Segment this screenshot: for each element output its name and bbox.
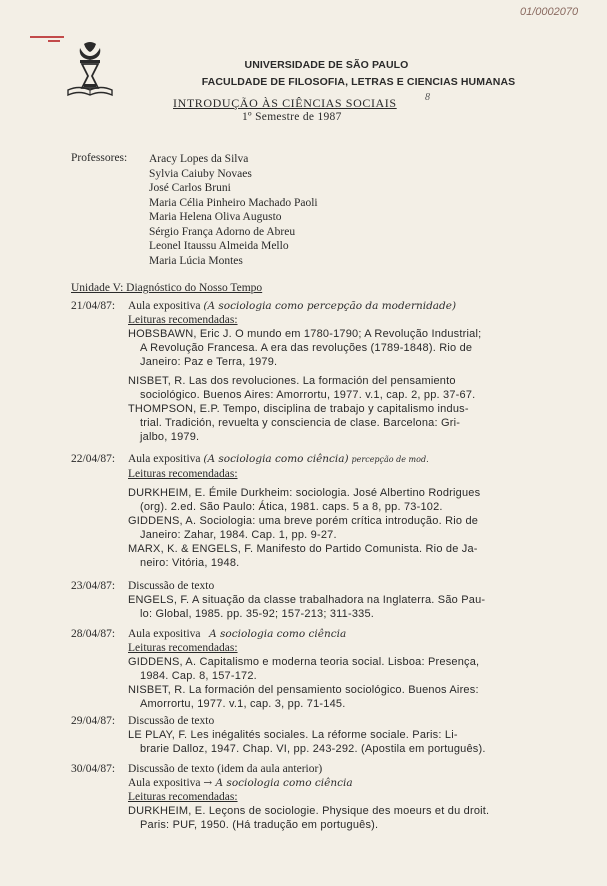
university-name: UNIVERSIDADE DE SÃO PAULO	[244, 59, 409, 71]
unit-title: Unidade V: Diagnóstico do Nosso Tempo	[71, 282, 263, 294]
red-pen-mark-small	[48, 40, 60, 42]
reference	[128, 486, 583, 514]
semester: 1º Semestre de 1987	[242, 111, 342, 123]
reference	[128, 728, 583, 756]
reference-line: brarie Dalloz, 1947. Chap. VI, pp. 243-292. (Apostila em português).	[140, 743, 486, 755]
session-date: 22/04/87:	[71, 453, 116, 465]
session-activity: Discussão de texto	[128, 715, 215, 727]
reference	[128, 542, 583, 570]
session-date: 21/04/87:	[71, 300, 116, 312]
reference-line: Janeiro: Zahar, 1984. Cap. 1, pp. 9-27.	[140, 529, 337, 541]
session-date: 28/04/87:	[71, 628, 116, 640]
reference-line: jalbo, 1979.	[140, 431, 200, 443]
reference-line: MARX, K. & ENGELS, F. Manifesto do Partido Comunista. Rio de Ja-	[128, 543, 478, 555]
session-activity: Aula expositiva	[128, 453, 201, 465]
reference-line: NISBET, R. Las dos revoluciones. La formación del pensamiento	[128, 375, 456, 387]
session-activity-secondary: Aula expositiva	[128, 777, 201, 789]
reference	[128, 514, 583, 542]
reference-line: LE PLAY, F. Les inégalités sociales. La réforme sociale. Paris: Li-	[128, 729, 458, 741]
reference-line: DURKHEIM, E. Leçons de sociologie. Physique des moeurs et du droit.	[128, 805, 490, 817]
reference-line: Janeiro: Paz e Terra, 1979.	[140, 356, 278, 368]
reference-line: GIDDENS, A. Sociologia: uma breve porém crítica introdução. Rio de	[128, 515, 479, 527]
reference-line: HOBSBAWN, Eric J. O mundo em 1780-1790; A Revolução Industrial;	[128, 328, 482, 340]
handwritten-note: A sociologia como ciência	[209, 628, 347, 640]
faculty-name: FACULDADE DE FILOSOFIA, LETRAS E CIENCIAS HUMANAS	[201, 76, 516, 88]
reference-line: GIDDENS, A. Capitalismo e moderna teoria social. Lisboa: Presença,	[128, 656, 480, 668]
reference-line: neiro: Vitória, 1948.	[140, 557, 240, 569]
handwritten-note: (A sociologia como percepção da modernidade)	[203, 300, 457, 312]
readings-label: Leituras recomendadas:	[128, 314, 238, 326]
course-pencil-mark: 8	[425, 92, 430, 103]
professor-name: Maria Célia Pinheiro Machado Paoli	[149, 196, 318, 209]
reference	[128, 804, 583, 832]
professor-name: José Carlos Bruni	[149, 182, 231, 194]
reference	[128, 327, 583, 369]
reference-line: lo: Global, 1985. pp. 35-92; 157-213; 311-335.	[140, 608, 375, 620]
readings-label: Leituras recomendadas:	[128, 642, 238, 654]
reference-line: (org). 2.ed. São Paulo: Ática, 1981. caps. 5 a 8, pp. 73-102.	[140, 501, 443, 513]
session-date: 29/04/87:	[71, 715, 116, 727]
reference-line: Paris: PUF, 1950. (Há tradução em português).	[140, 819, 379, 831]
session-date: 23/04/87:	[71, 580, 116, 592]
professor-name: Sérgio França Adorno de Abreu	[149, 225, 296, 238]
session-activity: Aula expositiva	[128, 628, 201, 640]
session-activity: Discussão de texto (idem da aula anterior)	[128, 763, 323, 775]
professors-list	[149, 152, 318, 268]
professor-name: Aracy Lopes da Silva	[149, 153, 249, 165]
professor-name: Maria Helena Oliva Augusto	[149, 211, 282, 223]
professor-name: Leonel Itaussu Almeida Mello	[149, 240, 289, 252]
reference-line: trial. Tradición, revuelta y consciencia de clase. Barcelona: Gri-	[140, 417, 461, 429]
session-activity: Aula expositiva	[128, 300, 201, 312]
reference-line: 1984. Cap. 8, 157-172.	[140, 670, 257, 682]
reference	[128, 655, 583, 683]
reference	[128, 402, 583, 444]
readings-label: Leituras recomendadas:	[128, 468, 238, 480]
reference-line: Amorrortu, 1977. v.1, cap. 3, pp. 71-145.	[140, 698, 346, 710]
reference	[128, 683, 583, 711]
professor-name: Sylvia Caiuby Novaes	[149, 167, 252, 180]
session-date: 30/04/87:	[71, 763, 116, 775]
reference-line: NISBET, R. La formación del pensamiento sociológico. Buenos Aires:	[128, 684, 479, 696]
session-activity: Discussão de texto	[128, 580, 215, 592]
professor-name: Maria Lúcia Montes	[149, 254, 243, 267]
course-title: INTRODUÇÃO ÀS CIÊNCIAS SOCIAIS	[173, 96, 397, 110]
reference-line: A Revolução Francesa. A era das revoluções (1789-1848). Rio de	[140, 342, 473, 354]
readings-label: Leituras recomendadas:	[128, 791, 238, 803]
reference-line: THOMPSON, E.P. Tempo, disciplina de trabajo y capitalismo indus-	[128, 403, 469, 415]
red-pen-mark	[30, 36, 64, 38]
handwritten-note-above: percepção de mod.	[351, 455, 429, 464]
reference-line: sociológico. Buenos Aires: Amorrortu, 1977. v.1, cap. 2, pp. 37-67.	[140, 389, 476, 401]
handwritten-note: → A sociologia como ciência	[203, 777, 353, 789]
reference-line: DURKHEIM, E. Émile Durkheim: sociologia. José Albertino Rodrigues	[128, 487, 481, 499]
handwritten-note: (A sociologia como ciência)	[203, 453, 349, 465]
reference	[128, 374, 583, 402]
reference	[128, 593, 583, 621]
reference-line: ENGELS, F. A situação da classe trabalhadora na Inglaterra. São Pau-	[128, 594, 486, 606]
professors-label: Professores:	[71, 152, 128, 164]
archive-code: 01/0002070	[520, 6, 579, 18]
